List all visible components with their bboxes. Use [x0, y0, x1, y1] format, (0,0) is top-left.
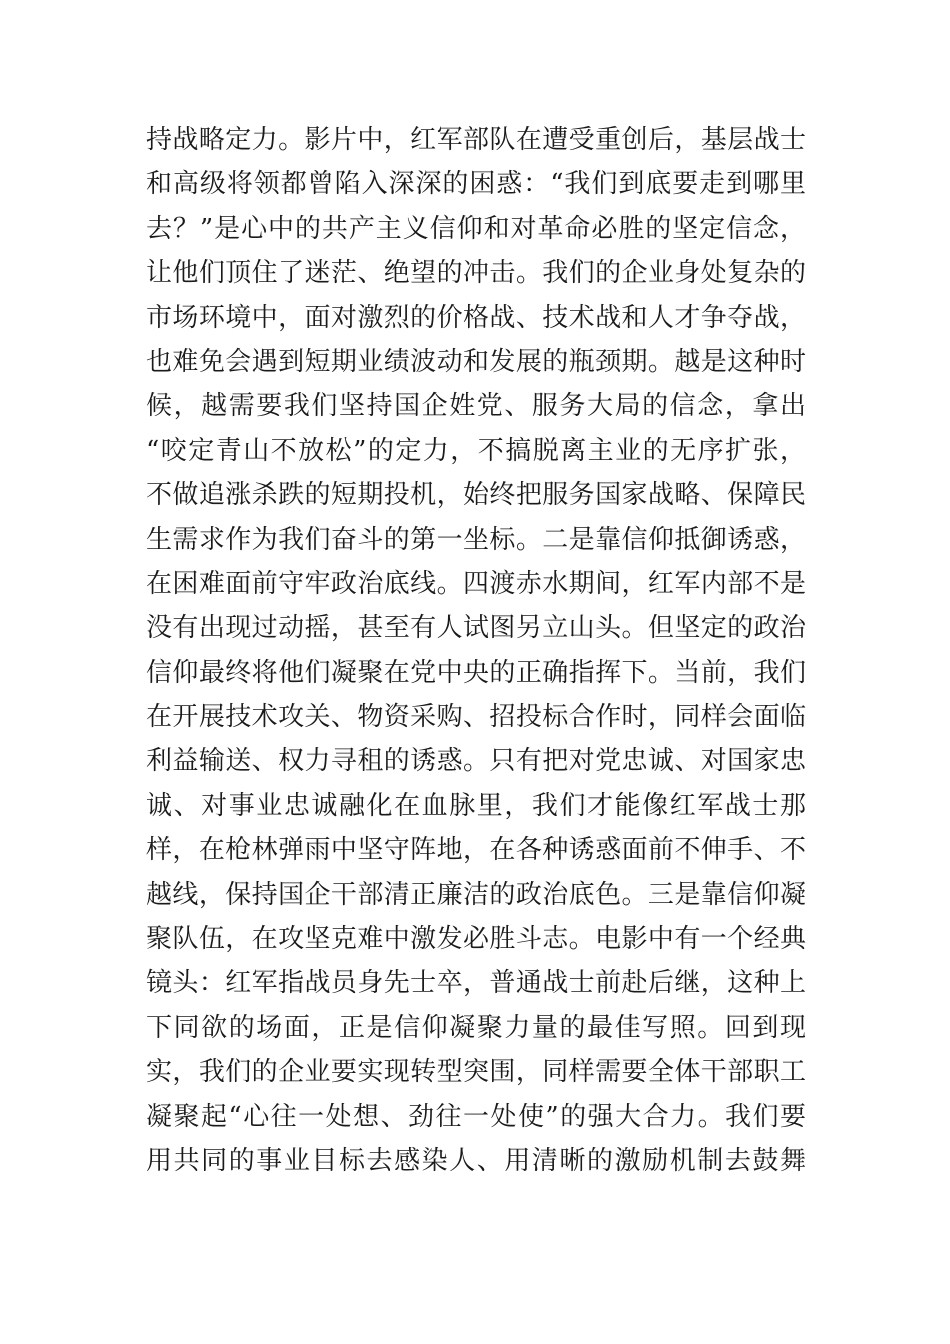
text-line: 用共同的事业目标去感染人、用清晰的激励机制去鼓舞 [146, 1145, 806, 1176]
text-line: “咬定青山不放松”的定力，不搞脱离主业的无序扩张， [146, 435, 806, 466]
text-line: 没有出现过动摇，甚至有人试图另立山头。但坚定的政治 [146, 613, 806, 644]
text-line: 也难免会遇到短期业绩波动和发展的瓶颈期。越是这种时 [146, 346, 806, 377]
text-line: 下同欲的场面，正是信仰凝聚力量的最佳写照。回到现 [146, 1012, 806, 1043]
text-line: 利益输送、权力寻租的诱惑。只有把对党忠诚、对国家忠 [146, 746, 806, 777]
text-line: 聚队伍，在攻坚克难中激发必胜斗志。电影中有一个经典 [146, 924, 806, 955]
text-line: 样，在枪林弹雨中坚守阵地，在各种诱惑面前不伸手、不 [146, 835, 806, 866]
text-line: 越线，保持国企干部清正廉洁的政治底色。三是靠信仰凝 [146, 879, 806, 910]
text-line: 实，我们的企业要实现转型突围，同样需要全体干部职工 [146, 1057, 806, 1088]
text-line: 镜头：红军指战员身先士卒，普通战士前赴后继，这种上 [146, 968, 806, 999]
text-line: 去？”是心中的共产主义信仰和对革命必胜的坚定信念， [146, 213, 806, 244]
text-line: 信仰最终将他们凝聚在党中央的正确指挥下。当前，我们 [146, 657, 806, 688]
text-line: 在困难面前守牢政治底线。四渡赤水期间，红军内部不是 [146, 568, 806, 599]
text-line: 候，越需要我们坚持国企姓党、服务大局的信念，拿出 [146, 391, 806, 422]
text-line: 让他们顶住了迷茫、绝望的冲击。我们的企业身处复杂的 [146, 258, 806, 289]
body-paragraph [146, 118, 806, 1183]
text-line: 生需求作为我们奋斗的第一坐标。二是靠信仰抵御诱惑， [146, 524, 806, 555]
text-line: 不做追涨杀跌的短期投机，始终把服务国家战略、保障民 [146, 480, 806, 511]
text-line: 在开展技术攻关、物资采购、招投标合作时，同样会面临 [146, 702, 806, 733]
text-line: 诚、对事业忠诚融化在血脉里，我们才能像红军战士那 [146, 790, 806, 821]
text-line: 持战略定力。影片中，红军部队在遭受重创后，基层战士 [146, 125, 806, 155]
text-line: 和高级将领都曾陷入深深的困惑：“我们到底要走到哪里 [146, 169, 806, 200]
text-line: 凝聚起“心往一处想、劲往一处使”的强大合力。我们要 [146, 1101, 806, 1132]
text-line: 市场环境中，面对激烈的价格战、技术战和人才争夺战， [146, 302, 806, 333]
